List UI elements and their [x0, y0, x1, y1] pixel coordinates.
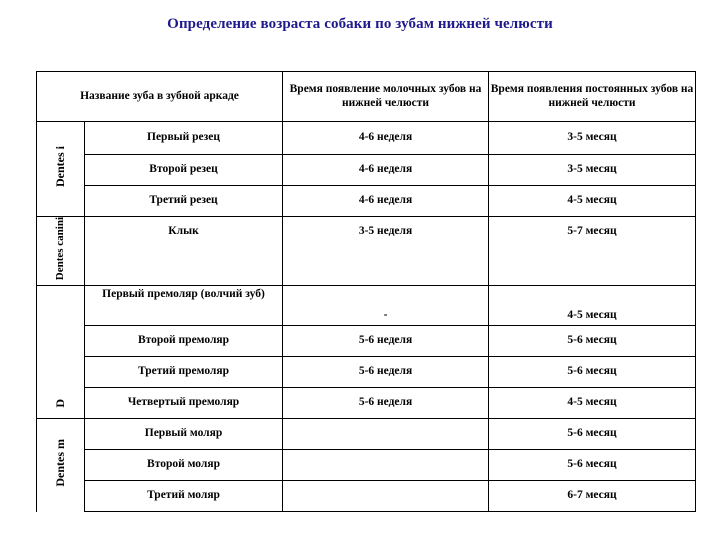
tooth-name: Третий премоляр — [85, 357, 283, 388]
tooth-name: Четвертый премоляр — [85, 388, 283, 419]
milk-teeth-time: 3-5 неделя — [283, 217, 489, 286]
table-row — [37, 481, 696, 512]
tooth-age-table — [36, 71, 696, 512]
table-row — [37, 326, 696, 357]
table-row — [37, 286, 696, 326]
header-milk-teeth: Время появление молочных зубов на нижней челюсти — [283, 72, 489, 122]
table-row — [37, 419, 696, 450]
milk-teeth-time — [283, 419, 489, 450]
group-label-premolars: D — [37, 286, 85, 419]
milk-teeth-time: 4-6 неделя — [283, 122, 489, 155]
permanent-teeth-time: 4-5 месяц — [489, 286, 696, 326]
permanent-teeth-time: 5-7 месяц — [489, 217, 696, 286]
group-label-canini: Dentes canini — [37, 217, 85, 286]
milk-teeth-time — [283, 450, 489, 481]
table-row — [37, 450, 696, 481]
page-title: Определение возраста собаки по зубам нижней челюсти — [167, 16, 553, 32]
table-row — [37, 155, 696, 186]
milk-teeth-time: - — [283, 286, 489, 326]
tooth-name: Третий моляр — [85, 481, 283, 512]
tooth-name: Второй резец — [85, 155, 283, 186]
table-row — [37, 217, 696, 286]
header-row — [37, 72, 696, 122]
milk-teeth-time — [283, 481, 489, 512]
permanent-teeth-time: 6-7 месяц — [489, 481, 696, 512]
permanent-teeth-time: 5-6 месяц — [489, 357, 696, 388]
tooth-name: Клык — [85, 217, 283, 286]
tooth-name: Первый премоляр (волчий зуб) — [85, 286, 283, 326]
tooth-name: Второй моляр — [85, 450, 283, 481]
tooth-name: Первый резец — [85, 122, 283, 155]
tooth-name: Второй премоляр — [85, 326, 283, 357]
permanent-teeth-time: 5-6 месяц — [489, 326, 696, 357]
permanent-teeth-time: 3-5 месяц — [489, 122, 696, 155]
header-permanent-teeth: Время появления постоянных зубов на нижней челюсти — [489, 72, 696, 122]
milk-teeth-time: 5-6 неделя — [283, 388, 489, 419]
permanent-teeth-time: 4-5 месяц — [489, 388, 696, 419]
permanent-teeth-time: 3-5 месяц — [489, 155, 696, 186]
table-row — [37, 357, 696, 388]
milk-teeth-time: 4-6 неделя — [283, 186, 489, 217]
group-label-molars: Dentes m — [37, 419, 85, 512]
group-label-incisivi: Dentes i — [37, 122, 85, 217]
table-row — [37, 122, 696, 155]
table-row — [37, 388, 696, 419]
milk-teeth-time: 4-6 неделя — [283, 155, 489, 186]
header-tooth-name: Название зуба в зубной аркаде — [37, 72, 283, 122]
permanent-teeth-time: 5-6 месяц — [489, 419, 696, 450]
permanent-teeth-time: 4-5 месяц — [489, 186, 696, 217]
milk-teeth-time: 5-6 неделя — [283, 326, 489, 357]
tooth-name: Первый моляр — [85, 419, 283, 450]
milk-teeth-time: 5-6 неделя — [283, 357, 489, 388]
permanent-teeth-time: 5-6 месяц — [489, 450, 696, 481]
tooth-name: Третий резец — [85, 186, 283, 217]
table-row — [37, 186, 696, 217]
